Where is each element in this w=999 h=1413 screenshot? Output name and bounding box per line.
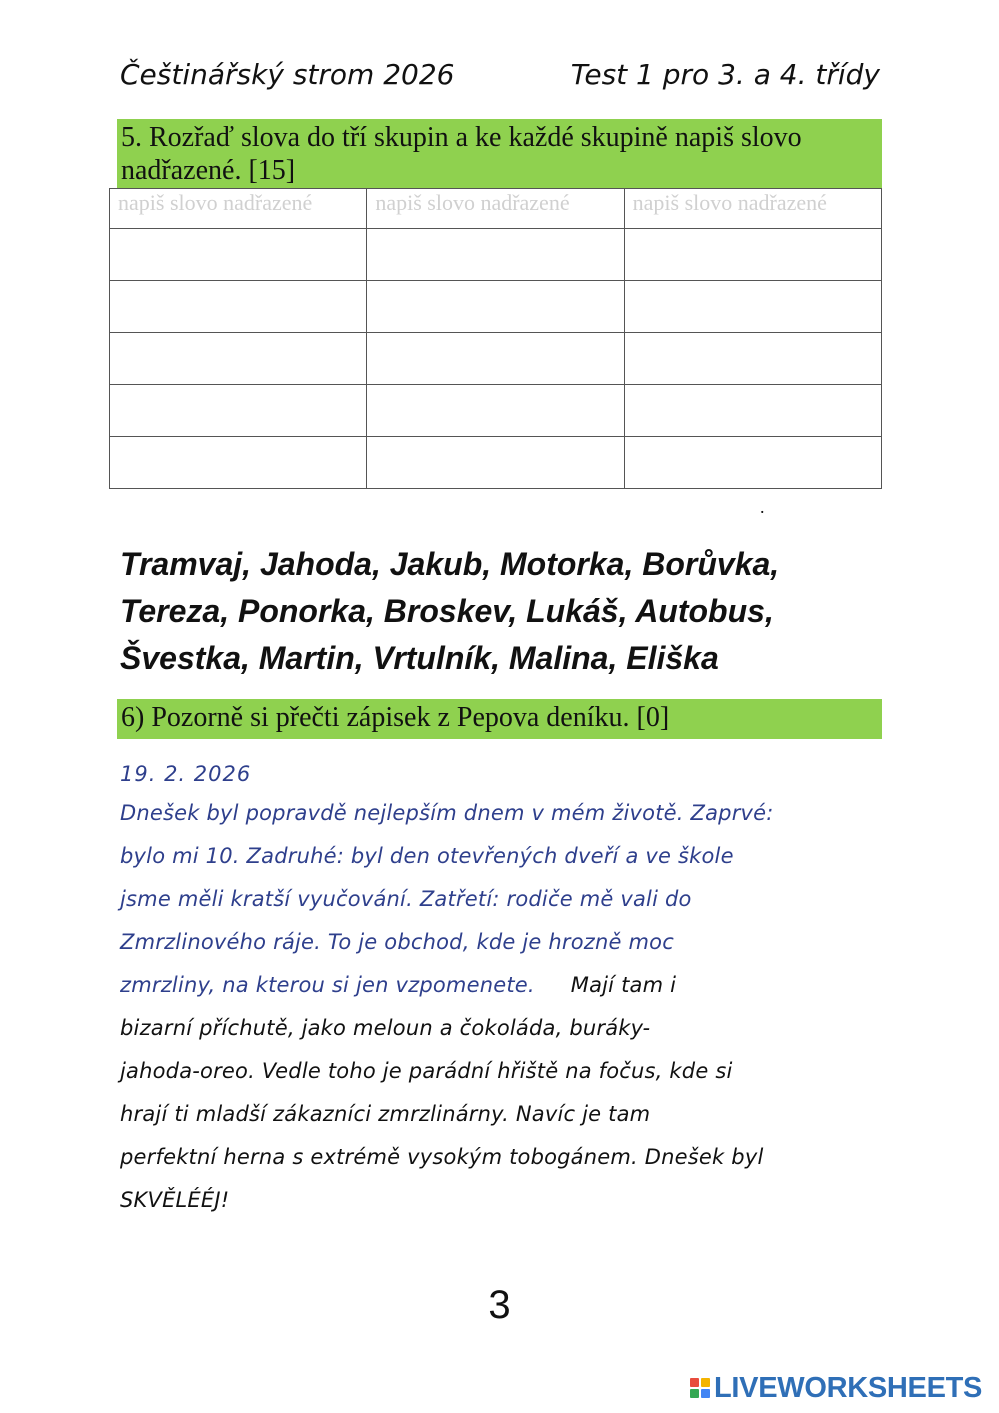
logo-block xyxy=(701,1378,710,1387)
header-test-info: Test 1 pro 3. a 4. třídy xyxy=(570,58,880,91)
table-row xyxy=(110,333,882,385)
header-title: Češtinářský strom 2026 xyxy=(120,58,455,91)
diary-text-black: Mají tam i xyxy=(570,973,677,997)
word-bank-line: Tramvaj, Jahoda, Jakub, Motorka, Borůvka, xyxy=(120,546,780,582)
logo-block xyxy=(701,1389,710,1398)
answer-input-r2-c1[interactable] xyxy=(110,281,366,332)
table-cell xyxy=(624,385,881,437)
table-cell xyxy=(110,281,367,333)
answer-input-r2-c2[interactable] xyxy=(367,281,623,332)
answer-input-r4-c3[interactable] xyxy=(625,385,881,436)
table-cell xyxy=(367,437,624,489)
table-cell xyxy=(110,385,367,437)
word-groups-table xyxy=(109,188,882,489)
answer-input-r4-c2[interactable] xyxy=(367,385,623,436)
table-cell xyxy=(110,229,367,281)
table-cell xyxy=(367,385,624,437)
diary-line: Zmrzlinového ráje. To je obchod, kde je hrozně moc xyxy=(120,930,674,954)
superordinate-word-input-3[interactable] xyxy=(625,189,881,228)
logo-text: LIVEWORKSHEETS xyxy=(714,1371,983,1404)
table-cell xyxy=(367,333,624,385)
table-row xyxy=(110,437,882,489)
answer-input-r1-c1[interactable] xyxy=(110,229,366,280)
diary-date: 19. 2. 2026 xyxy=(120,762,252,786)
table-cell xyxy=(624,229,881,281)
table-cell xyxy=(367,229,624,281)
answer-input-r4-c1[interactable] xyxy=(110,385,366,436)
table-row xyxy=(110,385,882,437)
page-header xyxy=(120,58,880,102)
page-number: 3 xyxy=(488,1283,511,1327)
table-cell xyxy=(110,333,367,385)
liveworksheets-logo xyxy=(690,1372,982,1404)
superordinate-word-input-1[interactable] xyxy=(110,189,366,228)
logo-block xyxy=(690,1389,699,1398)
answer-input-r5-c2[interactable] xyxy=(367,437,623,488)
diary-line: SKVĚLÉÉJ! xyxy=(120,1188,230,1212)
superordinate-word-input-2[interactable] xyxy=(367,189,623,228)
table-row xyxy=(110,229,882,281)
diary-line: hrají ti mladší zákazníci zmrzlinárny. Navíc je tam xyxy=(120,1102,651,1126)
word-bank-line: Tereza, Ponorka, Broskev, Lukáš, Autobus, xyxy=(120,593,774,629)
table-cell xyxy=(624,333,881,385)
table-cell xyxy=(367,189,624,229)
word-bank xyxy=(120,541,890,682)
stray-dot: . xyxy=(760,497,765,517)
answer-input-r2-c3[interactable] xyxy=(625,281,881,332)
table-cell xyxy=(110,437,367,489)
diary-entry xyxy=(120,756,900,1222)
diary-line: bizarní příchutě, jako meloun a čokoláda, buráky- xyxy=(120,1016,651,1040)
answer-input-r5-c3[interactable] xyxy=(625,437,881,488)
diary-line: Dnešek byl popravdě nejlepším dnem v mém životě. Zaprvé: xyxy=(120,801,774,825)
answer-input-r1-c2[interactable] xyxy=(367,229,623,280)
diary-line: jsme měli kratší vyučování. Zatřetí: rodiče mě vali do xyxy=(120,887,692,911)
answer-input-r3-c1[interactable] xyxy=(110,333,366,384)
diary-line: perfektní herna s extrémě vysokým tobogánem. Dnešek byl xyxy=(120,1145,764,1169)
task-6-instruction: 6) Pozorně si přečti zápisek z Pepova deníku. [0] xyxy=(117,699,882,739)
word-bank-line: Švestka, Martin, Vrtulník, Malina, Eliška xyxy=(120,640,719,676)
table-cell xyxy=(110,189,367,229)
table-cell xyxy=(624,189,881,229)
table-cell xyxy=(624,437,881,489)
table-row xyxy=(110,281,882,333)
diary-line xyxy=(120,964,900,1007)
table-cell xyxy=(367,281,624,333)
table-header-row xyxy=(110,189,882,229)
table-cell xyxy=(624,281,881,333)
diary-line: jahoda-oreo. Vedle toho je parádní hřiště na fočus, kde si xyxy=(120,1059,733,1083)
diary-text-blue: zmrzliny, na kterou si jen vzpomenete. xyxy=(120,973,535,997)
logo-blocks-icon xyxy=(690,1378,710,1398)
answer-input-r1-c3[interactable] xyxy=(625,229,881,280)
answer-input-r5-c1[interactable] xyxy=(110,437,366,488)
task-5-instruction: 5. Rozřaď slova do tří skupin a ke každé skupině napiš slovo nadřazené. [15] xyxy=(117,119,882,189)
answer-input-r3-c3[interactable] xyxy=(625,333,881,384)
logo-block xyxy=(690,1378,699,1387)
diary-line: bylo mi 10. Zadruhé: byl den otevřených dveří a ve škole xyxy=(120,844,734,868)
answer-input-r3-c2[interactable] xyxy=(367,333,623,384)
